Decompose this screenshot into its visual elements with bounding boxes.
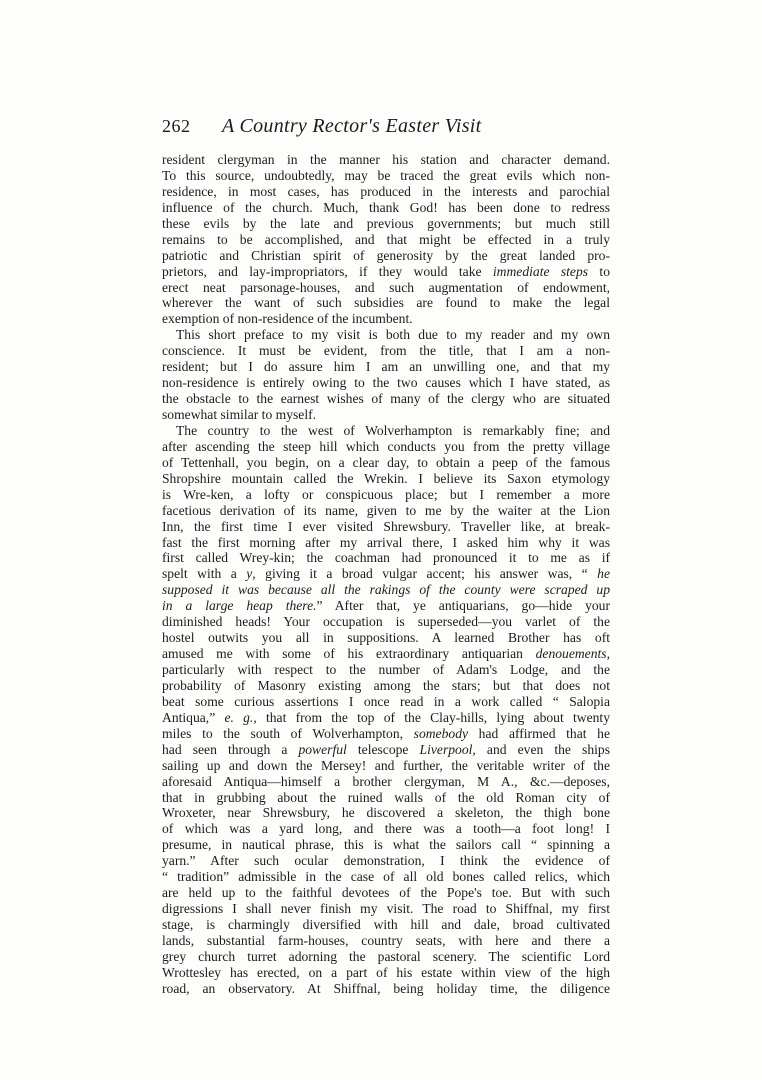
- running-title: A Country Rector's Easter Visit: [222, 115, 482, 137]
- text-line: stage, is charmingly diversified with hill and dale, broad cultivated: [162, 917, 610, 932]
- text-line: particularly with respect to the number of Adam's Lodge, and the: [162, 662, 610, 677]
- text-line: The country to the west of Wolverhampton is remarkably fine; and: [176, 422, 610, 438]
- text-line: patriotic and Christian spirit of generosity by the great landed pro-: [162, 247, 610, 263]
- text-line: amused me with some of his extraordinary antiquarian denouements,: [162, 646, 610, 662]
- text-line: are held up to the faithful devotees of the Pope's toe. But with such: [162, 885, 610, 901]
- text-line: probability of Masonry existing among the stars; but that does not: [162, 677, 610, 693]
- text-line: To this source, undoubtedly, may be traced the great evils which non-: [162, 167, 610, 183]
- text-line: exemption of non-residence of the incumbent.: [162, 311, 413, 327]
- page-number: 262: [162, 116, 191, 136]
- text-line: road, an observatory. At Shiffnal, being holiday time, the diligence: [162, 980, 610, 996]
- text-line: supposed it was because all the rakings of the county were scraped up: [162, 582, 610, 598]
- text-line: the obstacle to the earnest wishes of many of the clergy who are situated: [162, 391, 610, 407]
- text-line: yarn.” After such ocular demonstration, I think the evidence of: [162, 853, 610, 869]
- text-line: remains to be accomplished, and that might be effected in a truly: [162, 231, 610, 247]
- text-line: had seen through a powerful telescope Liverpool, and even the ships: [162, 741, 611, 757]
- text-line: of Tettenhall, you begin, on a clear day, to obtain a peep of the famous: [162, 454, 610, 470]
- text-line: presume, in nautical phrase, this is what the sailors call “ spinning a: [162, 837, 610, 853]
- text-line: first called Wrey-kin; the coachman had pronounced it to me as if: [162, 550, 610, 566]
- text-line: resident; but I do assure him I am an unwilling one, and that my: [162, 359, 610, 375]
- text-line: lands, substantial farm-houses, country seats, with here and there a: [162, 932, 610, 948]
- text-line: Wrottesley has erected, on a part of his estate within view of the high: [162, 964, 610, 980]
- text-line: Inn, the first time I ever visited Shrewsbury. Traveller like, at break-: [162, 518, 610, 534]
- body-text: [162, 152, 610, 997]
- text-line: Antiqua,” e. g., that from the top of the Clay-hills, lying about twenty: [162, 709, 610, 725]
- text-line: sailing up and down the Mersey! and further, the veritable writer of the: [162, 757, 610, 773]
- text-line: beat some curious assertions I once read in a work called “ Salopia: [162, 693, 610, 709]
- text-line: prietors, and lay-impropriators, if they would take immediate steps to: [162, 263, 610, 279]
- text-line: “ tradition” admissible in the case of all old bones called relics, which: [162, 869, 610, 885]
- text-line: influence of the church. Much, thank God! has been done to redress: [162, 199, 610, 215]
- text-line: erect neat parsonage-houses, and such augmentation of endowment,: [162, 279, 610, 295]
- text-line: in a large heap there.” After that, ye antiquarians, go—hide your: [162, 598, 610, 614]
- text-line: Shropshire mountain called the Wrekin. I believe its Saxon etymology: [162, 470, 610, 486]
- text-line: conscience. It must be evident, from the title, that I am a non-: [162, 343, 610, 359]
- text-line: digressions I shall never finish my visit. The road to Shiffnal, my first: [162, 901, 610, 917]
- text-line: wherever the want of such subsidies are found to make the legal: [162, 295, 610, 311]
- text-line: of which was a yard long, and there was a tooth—a foot long! I: [162, 821, 610, 837]
- text-line: aforesaid Antiqua—himself a brother clergyman, M A., &c.—deposes,: [162, 773, 610, 789]
- text-line: residence, in most cases, has produced in the interests and parochial: [162, 183, 610, 199]
- text-line: these evils by the late and previous governments; but much still: [162, 215, 610, 231]
- text-line: Wroxeter, near Shrewsbury, he discovered a skeleton, the thigh bone: [162, 805, 610, 821]
- text-line: fast the first morning after my arrival there, I asked him why it was: [162, 534, 610, 550]
- text-line: is Wre-ken, a lofty or conspicuous place; but I remember a more: [162, 486, 610, 502]
- text-line: miles to the south of Wolverhampton, somebody had affirmed that he: [162, 725, 610, 741]
- text-line: grey church turret adorning the pastoral scenery. The scientific Lord: [162, 948, 610, 964]
- text-line: diminished heads! Your occupation is superseded—you varlet of the: [162, 614, 610, 630]
- text-line: non-residence is entirely owing to the two causes which I have stated, as: [162, 375, 610, 391]
- text-line: This short preface to my visit is both due to my reader and my own: [176, 327, 610, 343]
- text-line: hostel outwits you all in suppositions. A learned Brother has oft: [162, 630, 610, 646]
- text-line: somewhat similar to myself.: [162, 407, 317, 422]
- text-line: spelt with a y, giving it a broad vulgar accent; his answer was, “ he: [162, 566, 610, 582]
- text-line: facetious derivation of its name, given to me by the waiter at the Lion: [162, 502, 610, 518]
- page-header: [162, 116, 610, 146]
- text-line: after ascending the steep hill which conducts you from the pretty village: [162, 438, 610, 454]
- text-line: resident clergyman in the manner his station and character demand.: [162, 152, 610, 167]
- text-line: that in grubbing about the ruined walls of the old Roman city of: [162, 789, 610, 805]
